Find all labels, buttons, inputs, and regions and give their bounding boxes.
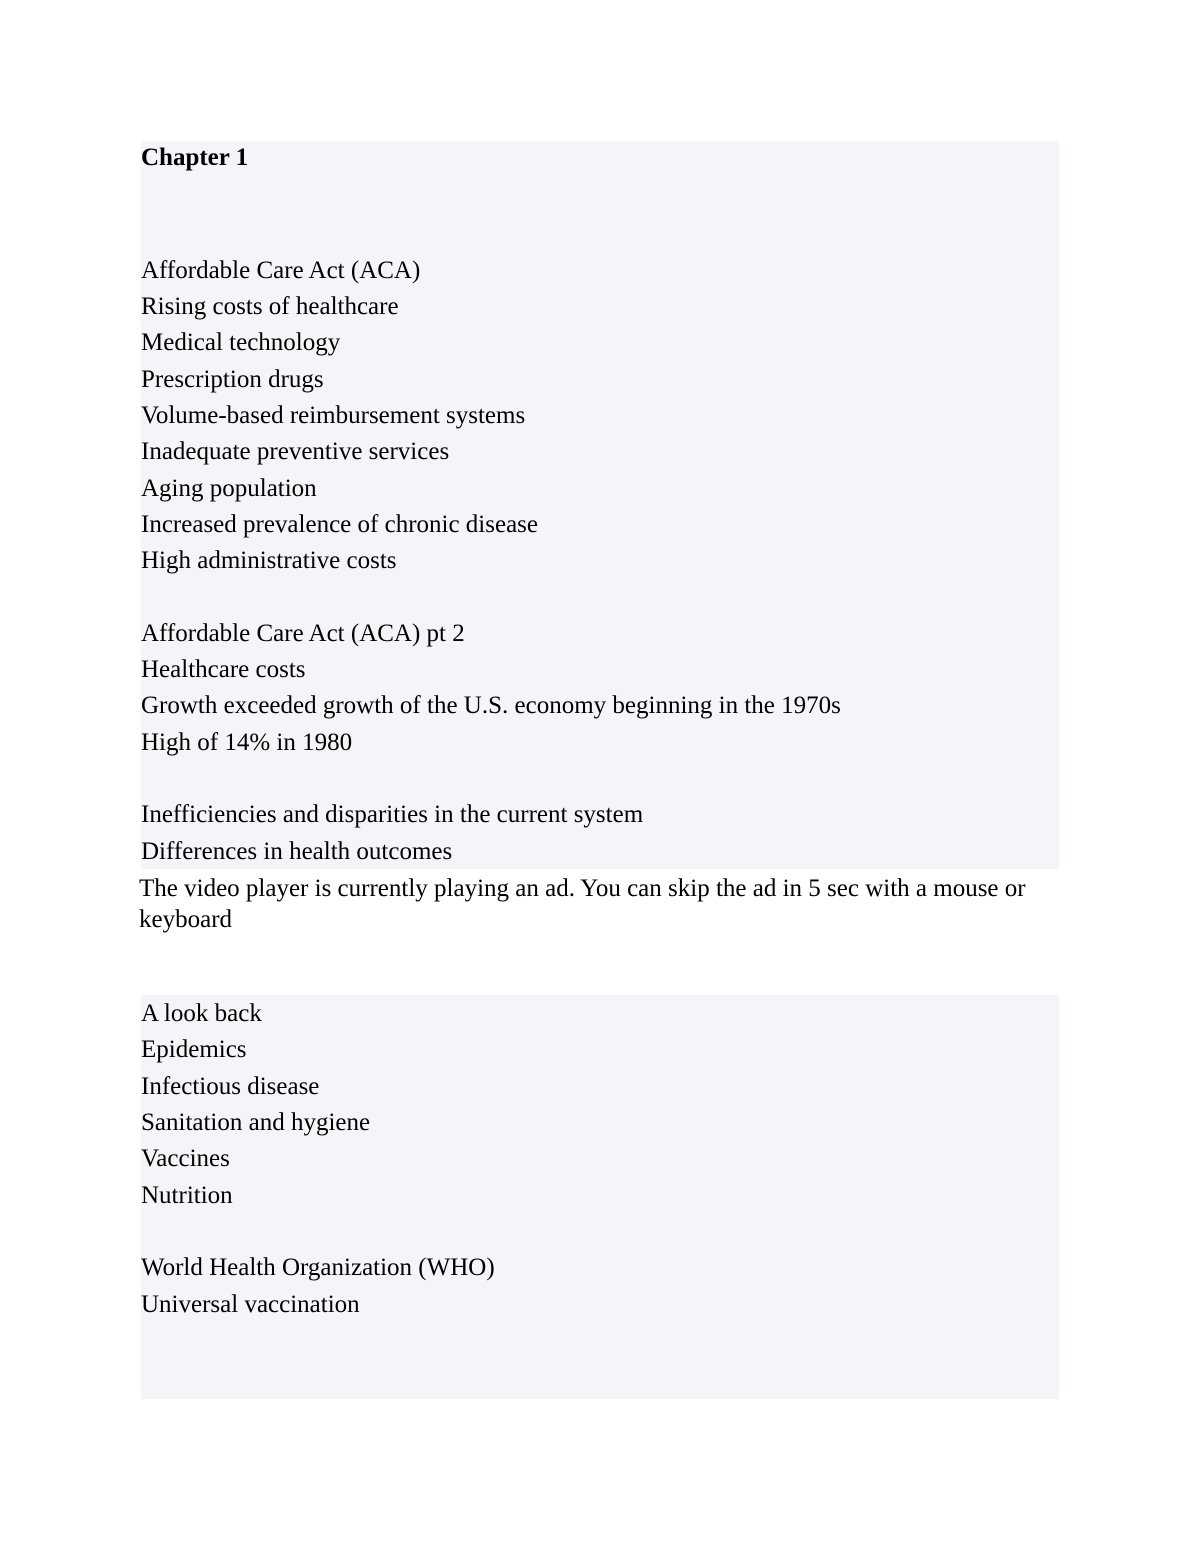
topic-line: Aging population xyxy=(141,475,317,502)
video-ad-notice: The video player is currently playing an ad. You can skip the ad in 5 sec with a mouse or keyboard xyxy=(139,875,1026,933)
topic-line: Rising costs of healthcare xyxy=(141,293,399,320)
topic-line: High of 14% in 1980 xyxy=(141,729,353,756)
topic-line: Prescription drugs xyxy=(141,366,324,393)
topic-line: Nutrition xyxy=(141,1182,233,1209)
content-block-2 xyxy=(141,995,1059,1399)
topic-line: Growth exceeded growth of the U.S. economy beginning in the 1970s xyxy=(141,692,841,719)
topic-line: Inadequate preventive services xyxy=(141,438,450,465)
content-block-1 xyxy=(141,141,1059,869)
topic-line: Volume-based reimbursement systems xyxy=(141,402,526,429)
topic-line: Affordable Care Act (ACA) pt 2 xyxy=(141,620,465,647)
topic-line: A look back xyxy=(141,1000,262,1027)
topic-line: High administrative costs xyxy=(141,547,397,574)
topic-line: Healthcare costs xyxy=(141,656,306,683)
topic-line: Universal vaccination xyxy=(141,1291,360,1318)
topic-line: Infectious disease xyxy=(141,1073,320,1100)
topic-line: Differences in health outcomes xyxy=(141,838,453,865)
topic-line: Vaccines xyxy=(141,1145,230,1172)
topic-line: Medical technology xyxy=(141,329,341,356)
topic-line: World Health Organization (WHO) xyxy=(141,1254,495,1281)
topic-line: Epidemics xyxy=(141,1036,247,1063)
topic-line: Inefficiencies and disparities in the current system xyxy=(141,801,644,828)
topic-line: Increased prevalence of chronic disease xyxy=(141,511,538,538)
topic-line: Affordable Care Act (ACA) xyxy=(141,257,421,284)
chapter-title: Chapter 1 xyxy=(141,144,249,171)
topic-line: Sanitation and hygiene xyxy=(141,1109,371,1136)
